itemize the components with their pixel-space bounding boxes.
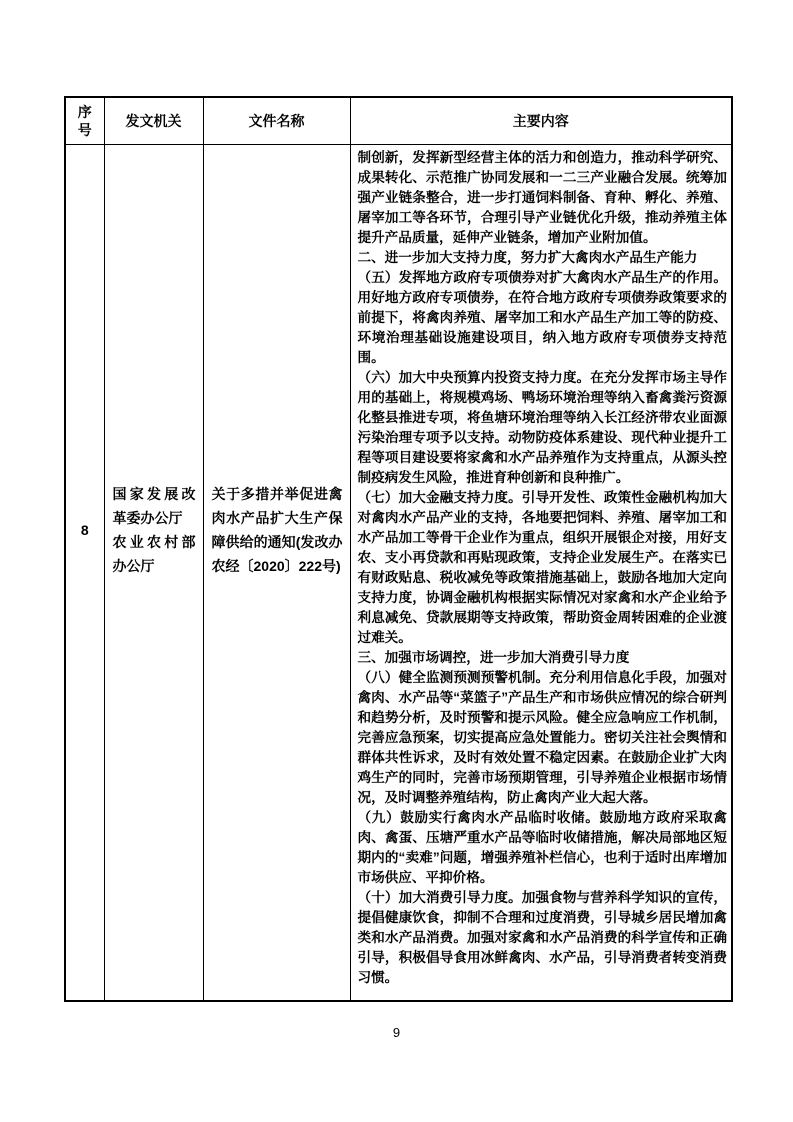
paragraph: （五）发挥地方政府专项债券对扩大禽肉水产品生产的作用。用好地方政府专项债券，在符合地方政府专项债券政策要求的前提下，将禽肉养殖、屠宰加工和水产品生产加工等的防疫、环境治理基础设施建设项目，纳入地方政府专项债券支持范围。 — [357, 269, 727, 365]
header-serial-number: 序号 — [65, 97, 104, 144]
document-name-text: 关于多措并举促进禽肉水产品扩大生产保障供给的通知(发改办农经〔2020〕222号) — [211, 485, 343, 574]
document-table — [64, 96, 733, 1002]
paragraph: 二、进一步加大支持力度，努力扩大禽肉水产品生产能力 — [357, 249, 698, 265]
header-issuing-agency: 发文机关 — [104, 97, 203, 144]
paragraph: （九）鼓励实行禽肉水产品临时收储。鼓励地方政府采取禽肉、禽蛋、压塘严重水产品等临时收储措施，解决局部地区短期内的“卖难”问题，增强养殖补栏信心，也利于适时出库增加市场供应、平抑价格。 — [357, 809, 727, 885]
header-document-name: 文件名称 — [203, 97, 350, 144]
page-number: 9 — [392, 1025, 401, 1040]
paragraph: （六）加大中央预算内投资支持力度。在充分发挥市场主导作用的基础上，将规模鸡场、鸭场环境治理等纳入畜禽粪污资源化整县推进专项，将鱼塘环境治理等纳入长江经济带农业面源污染治理专项予以支持。动物防疫体系建设、现代种业提升工程等项目建设要将家禽和水产品养殖作为支持重点，从源头控制疫病发生风险，推进育种创新和良种推广。 — [357, 369, 727, 485]
table-row — [65, 144, 732, 1001]
paragraph: 制创新，发挥新型经营主体的活力和创造力，推动科学研究、成果转化、示范推广协同发展和一二三产业融合发展。统筹加强产业链条整合，进一步打通饲料制备、育种、孵化、养殖、屠宰加工等各环节，合理引导产业链优化升级，推动养殖主体提升产品质量，延伸产业链条，增加产业附加值。 — [357, 149, 727, 245]
cell-serial-number: 8 — [65, 144, 104, 1001]
table-header-row — [65, 97, 732, 144]
paragraph: 国家发展改革委办公厅 — [112, 485, 196, 526]
paragraph: 农业农村部办公厅 — [112, 533, 196, 574]
paragraph: （十）加大消费引导力度。加强食物与营养科学知识的宣传，提倡健康饮食，抑制不合理和过度消费，引导城乡居民增加禽类和水产品消费。加强对家禽和水产品消费的科学宣传和正确引导，积极倡导食用冰鲜禽肉、水产品，引导消费者转变消费习惯。 — [357, 889, 727, 985]
cell-document-name — [203, 144, 350, 1001]
header-main-content: 主要内容 — [350, 97, 732, 144]
paragraph: （八）健全监测预测预警机制。充分利用信息化手段，加强对禽肉、水产品等“菜篮子”产品生产和市场供应情况的综合研判和趋势分析，及时预警和提示风险。健全应急响应工作机制，完善应急预案，切实提高应急处置能力。密切关注社会舆情和群体共性诉求，及时有效处置不稳定因素。在鼓励企业扩大肉鸡生产的同时，完善市场预期管理，引导养殖企业根据市场情况，及时调整养殖结构，防止禽肉产业大起大落。 — [357, 669, 727, 805]
cell-issuing-agency — [104, 144, 203, 1001]
cell-main-content — [350, 144, 732, 1001]
paragraph: 三、加强市场调控，进一步加大消费引导力度 — [357, 649, 630, 665]
paragraph: （七）加大金融支持力度。引导开发性、政策性金融机构加大对禽肉水产品产业的支持，各地要把饲料、养殖、屠宰加工和水产品加工等骨干企业作为重点，组织开展银企对接，用好支农、支小再贷款和再贴现政策，支持企业发展生产。在落实已有财政贴息、税收减免等政策措施基础上，鼓励各地加大定向支持力度，协调金融机构根据实际情况对家禽和水产企业给予利息减免、贷款展期等支持政策，帮助资金周转困难的企业渡过难关。 — [357, 489, 727, 645]
